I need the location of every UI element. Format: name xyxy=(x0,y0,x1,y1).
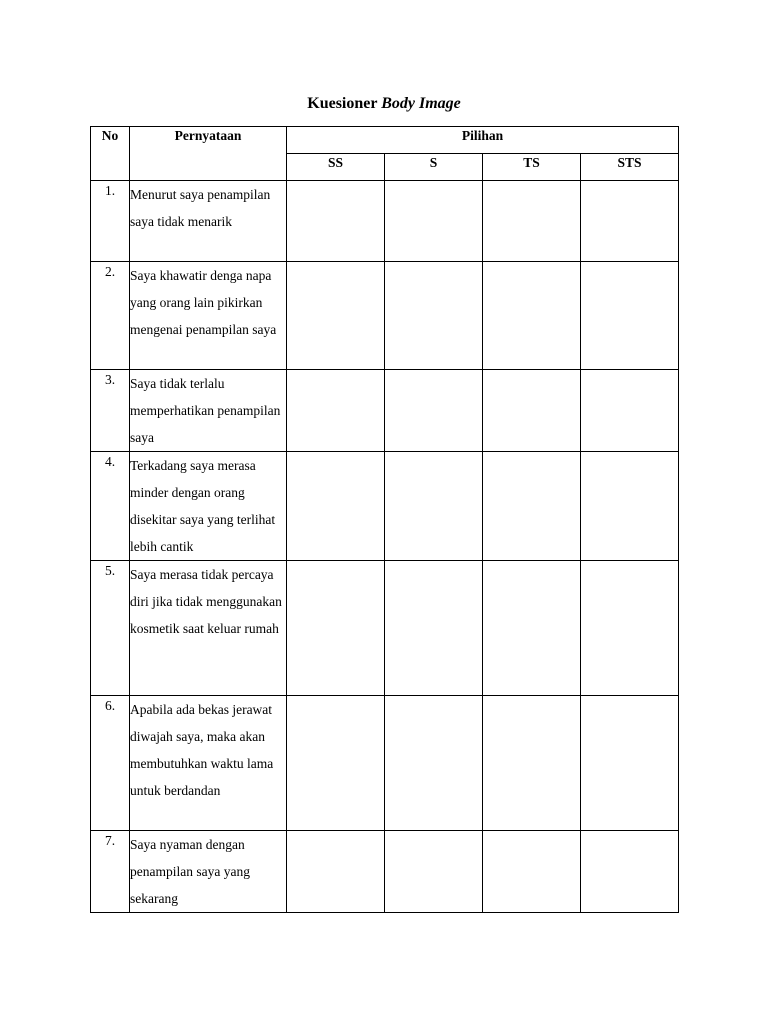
option-sts: STS xyxy=(581,154,679,181)
answer-cell-s[interactable] xyxy=(385,370,483,452)
row-statement: Menurut saya penampilan saya tidak menarik xyxy=(130,181,287,262)
table-row xyxy=(91,452,679,561)
answer-cell-ts[interactable] xyxy=(483,262,581,370)
answer-cell-ts[interactable] xyxy=(483,561,581,696)
page-title xyxy=(0,94,768,114)
answer-cell-s[interactable] xyxy=(385,452,483,561)
header-no: No xyxy=(91,127,130,181)
answer-cell-sts[interactable] xyxy=(581,452,679,561)
row-number: 7. xyxy=(91,831,130,913)
table-row xyxy=(91,181,679,262)
answer-cell-ss[interactable] xyxy=(287,561,385,696)
answer-cell-sts[interactable] xyxy=(581,561,679,696)
row-number: 3. xyxy=(91,370,130,452)
answer-cell-sts[interactable] xyxy=(581,370,679,452)
answer-cell-sts[interactable] xyxy=(581,181,679,262)
answer-cell-s[interactable] xyxy=(385,561,483,696)
option-ts: TS xyxy=(483,154,581,181)
answer-cell-s[interactable] xyxy=(385,696,483,831)
header-choices: Pilihan xyxy=(287,127,679,154)
answer-cell-sts[interactable] xyxy=(581,262,679,370)
title-italic: Body Image xyxy=(381,95,461,112)
answer-cell-s[interactable] xyxy=(385,262,483,370)
row-number: 2. xyxy=(91,262,130,370)
answer-cell-ts[interactable] xyxy=(483,831,581,913)
row-number: 5. xyxy=(91,561,130,696)
answer-cell-ss[interactable] xyxy=(287,370,385,452)
option-s: S xyxy=(385,154,483,181)
table-row xyxy=(91,696,679,831)
table-row xyxy=(91,370,679,452)
row-statement: Apabila ada bekas jerawat diwajah saya, maka akan membutuhkan waktu lama untuk berdandan xyxy=(130,696,287,831)
table-row xyxy=(91,262,679,370)
answer-cell-sts[interactable] xyxy=(581,696,679,831)
title-prefix: Kuesioner xyxy=(307,95,378,112)
row-number: 4. xyxy=(91,452,130,561)
answer-cell-ss[interactable] xyxy=(287,181,385,262)
answer-cell-s[interactable] xyxy=(385,831,483,913)
row-statement: Saya nyaman dengan penampilan saya yang sekarang xyxy=(130,831,287,913)
row-statement: Terkadang saya merasa minder dengan orang disekitar saya yang terlihat lebih cantik xyxy=(130,452,287,561)
answer-cell-ss[interactable] xyxy=(287,696,385,831)
row-statement: Saya tidak terlalu memperhatikan penampilan saya xyxy=(130,370,287,452)
row-statement: Saya merasa tidak percaya diri jika tidak menggunakan kosmetik saat keluar rumah xyxy=(130,561,287,696)
answer-cell-sts[interactable] xyxy=(581,831,679,913)
answer-cell-ss[interactable] xyxy=(287,831,385,913)
row-statement: Saya khawatir denga napa yang orang lain pikirkan mengenai penampilan saya xyxy=(130,262,287,370)
table-row xyxy=(91,561,679,696)
answer-cell-ss[interactable] xyxy=(287,452,385,561)
row-number: 1. xyxy=(91,181,130,262)
answer-cell-ts[interactable] xyxy=(483,370,581,452)
header-statement: Pernyataan xyxy=(130,127,287,181)
option-ss: SS xyxy=(287,154,385,181)
answer-cell-s[interactable] xyxy=(385,181,483,262)
answer-cell-ts[interactable] xyxy=(483,696,581,831)
answer-cell-ss[interactable] xyxy=(287,262,385,370)
answer-cell-ts[interactable] xyxy=(483,181,581,262)
questionnaire-table xyxy=(90,126,679,913)
table-row xyxy=(91,831,679,913)
header-row xyxy=(91,127,679,154)
row-number: 6. xyxy=(91,696,130,831)
answer-cell-ts[interactable] xyxy=(483,452,581,561)
